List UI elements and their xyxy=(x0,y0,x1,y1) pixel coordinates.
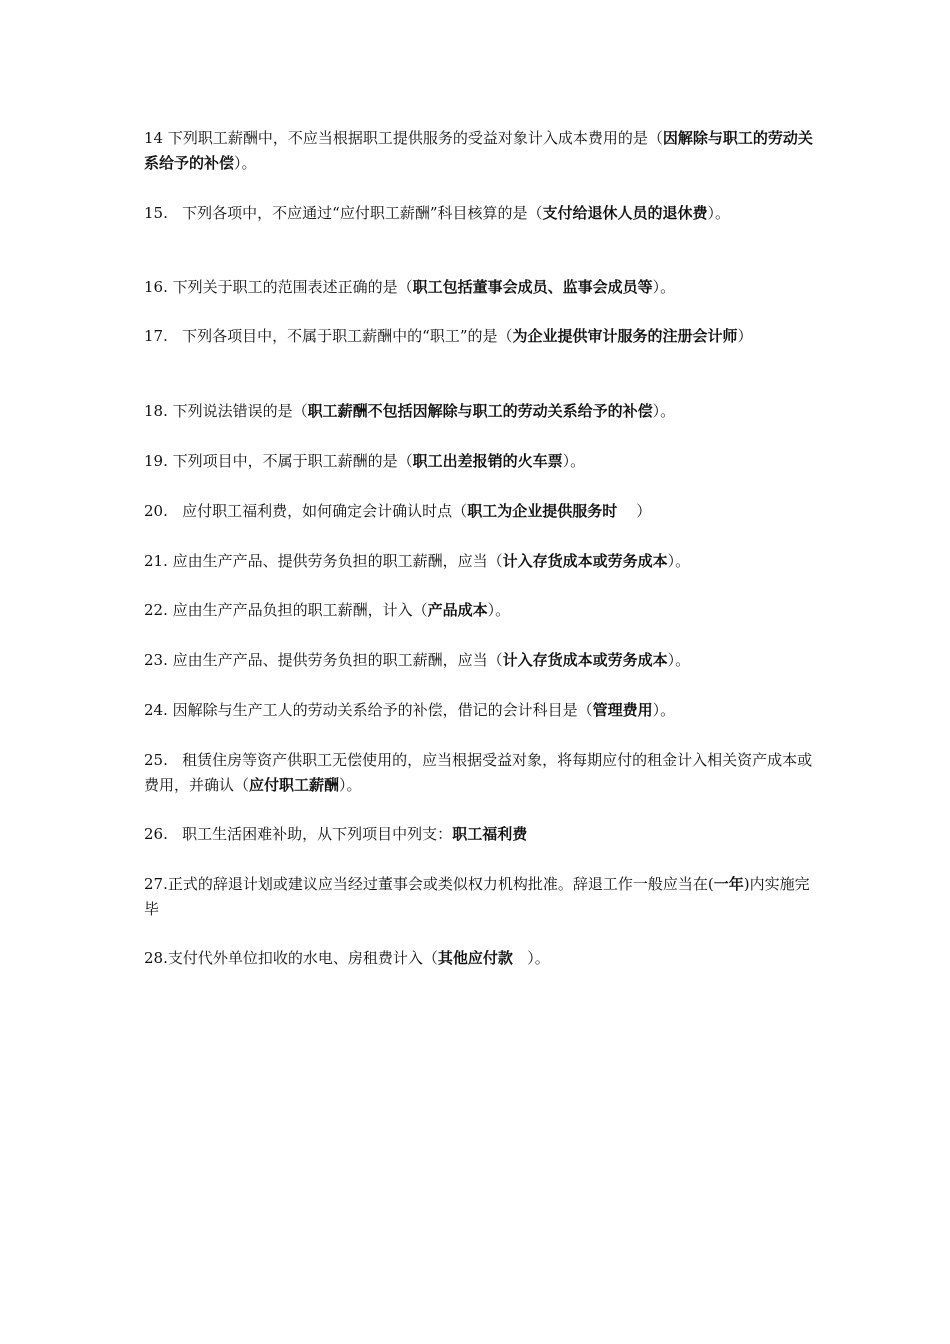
question-18 xyxy=(144,399,824,424)
answer-text: 其他应付款 xyxy=(437,949,513,967)
question-tail: ） xyxy=(617,502,652,520)
answer-text: 管理费用 xyxy=(592,701,653,719)
question-28 xyxy=(144,946,824,971)
question-number: 16. xyxy=(144,278,168,296)
question-number: 18. xyxy=(144,402,168,420)
answer-text: 职工为企业提供服务时 xyxy=(467,502,618,520)
question-tail: ）。 xyxy=(707,204,731,222)
question-21 xyxy=(144,549,824,574)
question-number: 28. xyxy=(144,949,168,967)
question-number: 21. xyxy=(144,552,168,570)
question-tail: ）。 xyxy=(487,601,511,619)
question-text: 应付职工福利费，如何确定会计确认时点（ xyxy=(182,502,468,520)
question-tail: ）。 xyxy=(652,278,676,296)
answer-text: 计入存货成本或劳务成本 xyxy=(502,651,668,669)
question-26 xyxy=(144,822,824,847)
question-tail: ）。 xyxy=(652,402,676,420)
answer-text: 因解除与职工的劳动关系给予的补偿 xyxy=(144,129,813,172)
question-number: 23. xyxy=(144,651,168,669)
question-23 xyxy=(144,648,824,673)
question-24 xyxy=(144,698,824,723)
question-tail: ）。 xyxy=(562,452,586,470)
answer-text: 为企业提供审计服务的注册会计师 xyxy=(512,327,738,345)
question-number: 15. xyxy=(144,204,168,222)
answer-text: 计入存货成本或劳务成本 xyxy=(502,552,668,570)
question-tail: ）。 xyxy=(667,552,691,570)
question-text: 下列职工薪酬中，不应当根据职工提供服务的受益对象计入成本费用的是（ xyxy=(167,129,663,147)
question-text: 租赁住房等资产供职工无偿使用的，应当根据受益对象，将每期应付的租金计入相关资产成本或费用，并确认（ xyxy=(144,751,813,794)
answer-text: 应付职工薪酬 xyxy=(249,776,340,794)
question-number: 26. xyxy=(144,825,168,843)
question-number: 25. xyxy=(144,751,168,769)
question-tail: ） xyxy=(737,327,753,345)
question-17 xyxy=(144,324,824,349)
question-15 xyxy=(144,201,824,226)
question-text: 下列说法错误的是（ xyxy=(172,402,308,420)
question-19 xyxy=(144,449,824,474)
answer-text: 职工薪酬不包括因解除与职工的劳动关系给予的补偿 xyxy=(307,402,653,420)
question-number: 19. xyxy=(144,452,168,470)
answer-text: 支付给退休人员的退休费 xyxy=(542,204,708,222)
answer-text: 一年 xyxy=(713,875,744,893)
question-number: 17. xyxy=(144,327,168,345)
question-text: 下列关于职工的范围表述正确的是（ xyxy=(172,278,413,296)
question-tail: )内实施完毕 xyxy=(144,875,810,918)
question-text: 下列各项目中，不属于职工薪酬中的“职工”的是（ xyxy=(182,327,513,345)
question-20 xyxy=(144,499,824,524)
question-text: 下列各项中，不应通过“应付职工薪酬”科目核算的是（ xyxy=(182,204,543,222)
question-number: 22. xyxy=(144,601,168,619)
answer-text: 产品成本 xyxy=(427,601,488,619)
question-27 xyxy=(144,872,824,922)
question-tail: ）。 xyxy=(512,949,550,967)
question-text: 应由生产产品、提供劳务负担的职工薪酬，应当（ xyxy=(172,651,503,669)
question-tail: ）。 xyxy=(667,651,691,669)
question-number: 27. xyxy=(144,875,168,893)
question-text: 应由生产产品负担的职工薪酬，计入（ xyxy=(172,601,428,619)
question-text: 职工生活困难补助，从下列项目中列支： xyxy=(182,825,453,843)
question-25 xyxy=(144,748,824,798)
question-16 xyxy=(144,275,824,300)
question-tail: ）。 xyxy=(652,701,676,719)
question-text: 支付代外单位扣收的水电、房租费计入（ xyxy=(167,949,438,967)
question-number: 14 xyxy=(144,129,164,147)
answer-text: 职工福利费 xyxy=(452,825,528,843)
answer-text: 职工包括董事会成员、监事会成员等 xyxy=(412,278,653,296)
question-tail: ）。 xyxy=(339,776,362,794)
answer-text: 职工出差报销的火车票 xyxy=(412,452,563,470)
question-number: 20. xyxy=(144,502,168,520)
question-number: 24. xyxy=(144,701,168,719)
question-22 xyxy=(144,598,824,623)
question-text: 正式的辞退计划或建议应当经过董事会或类似权力机构批准。辞退工作一般应当在( xyxy=(167,875,714,893)
question-text: 因解除与生产工人的劳动关系给予的补偿，借记的会计科目是（ xyxy=(172,701,593,719)
question-text: 应由生产产品、提供劳务负担的职工薪酬，应当（ xyxy=(172,552,503,570)
question-tail: ）。 xyxy=(234,154,257,172)
question-14 xyxy=(144,126,824,176)
question-text: 下列项目中，不属于职工薪酬的是（ xyxy=(172,452,413,470)
